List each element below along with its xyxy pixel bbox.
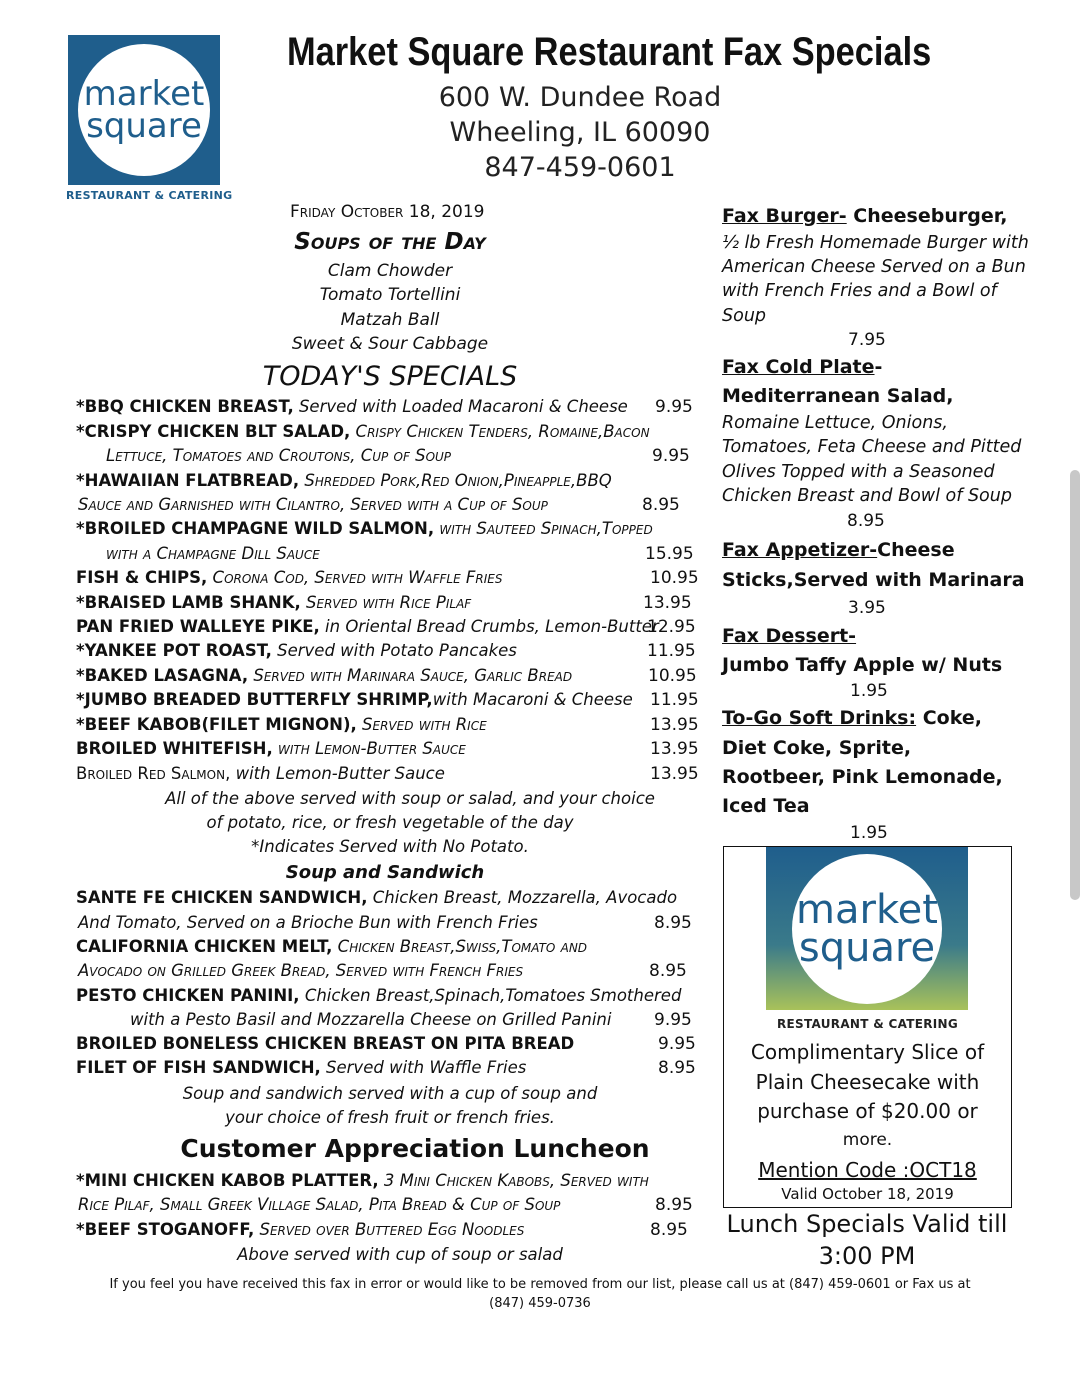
- luncheon-note: Above served with cup of soup or salad: [237, 1245, 563, 1264]
- menu-item-price: 9.95: [652, 446, 690, 466]
- menu-item-desc: with Sauteed Spinach,Topped: [434, 519, 653, 538]
- lunch-valid-line2: 3:00 PM: [818, 1242, 916, 1270]
- soup-item: Sweet & Sour Cabbage: [291, 334, 489, 354]
- menu-item: [76, 568, 503, 587]
- fax-cold-desc: Romaine Lettuce, Onions,: [722, 413, 948, 433]
- fax-cold-title: Fax Cold Plate: [722, 356, 875, 378]
- menu-item-desc-cont: with a Champagne Dill Sauce: [106, 544, 320, 563]
- soup-item: Clam Chowder: [327, 261, 453, 281]
- menu-item: [76, 1171, 649, 1190]
- promo-box: [723, 846, 1012, 1208]
- menu-item-desc: with Macaroni & Cheese: [432, 690, 633, 709]
- promo-code: Mention Code :OCT18: [758, 1158, 977, 1182]
- fax-cold-plate: [722, 356, 882, 378]
- menu-item-name: FILET OF FISH SANDWICH,: [76, 1058, 321, 1077]
- fax-burger-desc: Soup: [722, 306, 767, 326]
- promo-text: Complimentary Slice of: [750, 1040, 985, 1064]
- menu-date: Friday October 18, 2019: [290, 202, 485, 222]
- promo-logo: [766, 847, 968, 1010]
- menu-item-desc: Served over Buttered Egg Noodles: [254, 1220, 525, 1239]
- menu-item-price: 11.95: [647, 641, 696, 661]
- fax-burger: [722, 205, 1008, 227]
- fax-burger-price: 7.95: [848, 330, 886, 350]
- menu-item-desc: with Lemon-Butter Sauce: [230, 764, 445, 783]
- menu-item: [76, 690, 633, 709]
- menu-item-desc-cont: Avocado on Grilled Greek Bread, Served with French Fries: [78, 961, 524, 980]
- fax-burger-desc: with French Fries and a Bowl of: [722, 281, 997, 301]
- fax-burger-name: Cheeseburger,: [846, 205, 1008, 227]
- menu-item-name: *BEEF STOGANOFF,: [76, 1220, 255, 1239]
- menu-item-name: *MINI CHICKEN KABOB PLATTER,: [76, 1171, 379, 1190]
- menu-item: [76, 739, 466, 758]
- menu-item-desc: in Oriental Bread Crumbs, Lemon-Butter: [319, 617, 659, 636]
- logo: [68, 35, 220, 185]
- promo-logo-tagline: RESTAURANT & CATERING: [776, 1017, 958, 1031]
- fax-appetizer-price: 3.95: [848, 598, 886, 618]
- menu-item-name: PESTO CHICKEN PANINI,: [76, 986, 300, 1005]
- promo-text: Plain Cheesecake with: [755, 1070, 980, 1094]
- fax-dessert-price: 1.95: [850, 681, 888, 701]
- menu-item-name: PAN FRIED WALLEYE PIKE,: [76, 617, 320, 636]
- menu-item-price: 9.95: [655, 397, 693, 417]
- fax-appetizer-name: Cheese: [877, 539, 955, 561]
- menu-item-desc: Served with Rice: [356, 715, 487, 734]
- menu-item: [76, 888, 677, 907]
- fax-cold-desc: Tomatoes, Feta Cheese and Pitted: [722, 437, 1022, 457]
- scrollbar[interactable]: [1070, 470, 1080, 900]
- menu-item-desc-cont: with a Pesto Basil and Mozzarella Cheese on Grilled Panini: [130, 1010, 612, 1029]
- menu-item-name: CALIFORNIA CHICKEN MELT,: [76, 937, 333, 956]
- sandwich-note: your choice of fresh fruit or french fries.: [225, 1108, 555, 1127]
- menu-item-price: 13.95: [650, 764, 699, 784]
- logo-text-market: market: [83, 73, 205, 114]
- address-line1: 600 W. Dundee Road: [438, 82, 722, 113]
- specials-note: of potato, rice, or fresh vegetable of the day: [206, 813, 574, 832]
- fax-burger-title: Fax Burger-: [722, 205, 847, 227]
- menu-item-desc: Served with Loaded Macaroni & Cheese: [293, 397, 628, 416]
- promo-logo-circle: [792, 854, 942, 1004]
- menu-item-name: BROILED BONELESS CHICKEN BREAST ON PITA BREAD: [76, 1034, 575, 1053]
- menu-item-price: 13.95: [643, 593, 692, 613]
- soup-item: Tomato Tortellini: [319, 285, 461, 305]
- menu-item-desc-cont: Lettuce, Tomatoes and Croutons, Cup of Soup: [106, 446, 452, 465]
- promo-valid: Valid October 18, 2019: [781, 1185, 954, 1203]
- menu-item-price: 10.95: [648, 666, 697, 686]
- menu-item-name: BROILED WHITEFISH,: [76, 739, 273, 758]
- fax-appetizer: [722, 539, 955, 561]
- menu-item: [76, 641, 517, 660]
- fax-burger-desc: ½ lb Fresh Homemade Burger with: [722, 233, 1029, 253]
- drinks-line: Diet Coke, Sprite,: [722, 737, 912, 759]
- menu-item-desc: Chicken Breast,Spinach,Tomatoes Smothered: [299, 986, 682, 1005]
- sandwich-note: Soup and sandwich served with a cup of soup and: [182, 1084, 598, 1103]
- menu-item: [76, 1220, 524, 1239]
- menu-item-desc: Chicken Breast,Swiss,Tomato and: [332, 937, 588, 956]
- menu-item-price: 8.95: [650, 1220, 688, 1240]
- fax-cold-price: 8.95: [847, 511, 885, 531]
- sandwich-heading: Soup and Sandwich: [285, 862, 485, 883]
- specials-heading: TODAY'S SPECIALS: [262, 361, 518, 392]
- menu-item-name: *BRAISED LAMB SHANK,: [76, 593, 301, 612]
- menu-item-desc: Served with Marinara Sauce, Garlic Bread: [248, 666, 573, 685]
- menu-item: [76, 715, 487, 734]
- menu-item: [76, 986, 681, 1005]
- menu-item-desc: Shredded Pork,Red Onion,Pineapple,BBQ: [299, 471, 612, 490]
- menu-item-price: 10.95: [650, 568, 699, 588]
- menu-item-price: 9.95: [658, 1034, 696, 1054]
- menu-item-name: SANTE FE CHICKEN SANDWICH,: [76, 888, 368, 907]
- address-line2: Wheeling, IL 60090: [449, 117, 711, 148]
- menu-item-price: 13.95: [650, 739, 699, 759]
- menu-item-desc: Corona Cod, Served with Waffle Fries: [207, 568, 503, 587]
- menu-item: [76, 397, 628, 416]
- promo-logo-square: square: [798, 924, 936, 971]
- drinks-line1: Coke,: [916, 707, 982, 729]
- phone-number: 847-459-0601: [484, 152, 676, 183]
- fax-cold-desc: Olives Topped with a Seasoned: [722, 462, 995, 482]
- drinks-price: 1.95: [850, 823, 888, 843]
- menu-item-name: *BROILED CHAMPAGNE WILD SALMON,: [76, 519, 435, 538]
- soup-item: Matzah Ball: [340, 310, 440, 330]
- drinks-line: Rootbeer, Pink Lemonade,: [722, 766, 1003, 788]
- menu-item-price: 12.95: [647, 617, 696, 637]
- menu-item-price: 8.95: [649, 961, 687, 981]
- menu-item: [76, 1058, 526, 1077]
- menu-item: [76, 593, 471, 612]
- menu-item-desc: Crispy Chicken Tenders, Romaine,Bacon: [350, 422, 650, 441]
- menu-item-desc-cont: Sauce and Garnished with Cilantro, Served with a Cup of Soup: [78, 495, 548, 514]
- menu-item-price: 8.95: [642, 495, 680, 515]
- drinks-title: To-Go Soft Drinks:: [722, 707, 917, 729]
- menu-item-price: 15.95: [645, 544, 694, 564]
- menu-item-desc: Served with Rice Pilaf: [300, 593, 472, 612]
- menu-item-price: 8.95: [654, 913, 692, 933]
- logo-circle: [78, 44, 210, 176]
- lunch-valid-line1: Lunch Specials Valid till: [726, 1210, 1008, 1238]
- menu-item: [76, 422, 650, 441]
- menu-item-desc: 3 Mini Chicken Kabobs, Served with: [378, 1171, 649, 1190]
- menu-item-name: *BAKED LASAGNA,: [76, 666, 249, 685]
- fax-appetizer-desc: Sticks,Served with Marinara: [722, 569, 1025, 591]
- menu-item-price: 13.95: [650, 715, 699, 735]
- menu-item-price: 11.95: [650, 690, 699, 710]
- fax-cold-name: Mediterranean Salad,: [722, 385, 954, 407]
- menu-item-desc-cont: And Tomato, Served on a Brioche Bun with French Fries: [78, 913, 538, 932]
- logo-text-square: square: [86, 106, 202, 146]
- promo-logo-market: market: [796, 886, 938, 933]
- menu-item-name: *BBQ CHICKEN BREAST,: [76, 397, 294, 416]
- menu-item: [76, 937, 587, 956]
- menu-item: [76, 617, 659, 636]
- specials-note: *Indicates Served with No Potato.: [251, 837, 529, 856]
- menu-item: [76, 666, 572, 685]
- menu-item-desc-cont: Rice Pilaf, Small Greek Village Salad, Pita Bread & Cup of Soup: [78, 1195, 561, 1214]
- specials-note: All of the above served with soup or salad, and your choice: [165, 789, 655, 808]
- menu-item-desc: Served with Waffle Fries: [320, 1058, 527, 1077]
- menu-item: [76, 519, 653, 538]
- fax-cold-desc: Chicken Breast and Bowl of Soup: [722, 486, 1012, 506]
- fax-appetizer-title: Fax Appetizer-: [722, 539, 878, 561]
- menu-item-name: *YANKEE POT ROAST,: [76, 641, 272, 660]
- menu-item-price: 9.95: [654, 1010, 692, 1030]
- footer-fax-number: (847) 459-0736: [489, 1296, 591, 1311]
- menu-item-price: 8.95: [658, 1058, 696, 1078]
- menu-item-name: Broiled Red Salmon,: [76, 764, 231, 783]
- menu-item-desc: Served with Potato Pancakes: [271, 641, 517, 660]
- page-title: Market Square Restaurant Fax Specials: [287, 30, 932, 74]
- fax-cold-dash: -: [874, 356, 883, 378]
- menu-item-name: *BEEF KABOB(FILET MIGNON),: [76, 715, 357, 734]
- promo-text: purchase of $20.00 or: [757, 1099, 978, 1123]
- menu-item-name: *HAWAIIAN FLATBREAD,: [76, 471, 300, 490]
- fax-dessert-title: Fax Dessert-: [722, 625, 857, 647]
- to-go-drinks: [722, 707, 982, 729]
- menu-item-name: *JUMBO BREADED BUTTERFLY SHRIMP,: [76, 690, 433, 709]
- menu-item: [76, 764, 445, 783]
- logo-tagline: RESTAURANT & CATERING: [66, 189, 233, 202]
- fax-burger-desc: American Cheese Served on a Bun: [722, 257, 1026, 277]
- promo-text: more.: [842, 1130, 893, 1150]
- menu-item: [76, 471, 612, 490]
- menu-item-name: FISH & CHIPS,: [76, 568, 208, 587]
- menu-item-name: *CRISPY CHICKEN BLT SALAD,: [76, 422, 351, 441]
- drinks-line: Iced Tea: [722, 795, 810, 817]
- menu-item-desc: with Lemon-Butter Sauce: [272, 739, 466, 758]
- menu-item-price: 8.95: [655, 1195, 693, 1215]
- footer-disclaimer: If you feel you have received this fax in error or would like to be removed from our list, please call us at (847) 459-0601 or Fax us at: [109, 1277, 971, 1292]
- fax-dessert-name: Jumbo Taffy Apple w/ Nuts: [722, 654, 1003, 676]
- menu-item-desc: Chicken Breast, Mozzarella, Avocado: [367, 888, 678, 907]
- luncheon-heading: Customer Appreciation Luncheon: [180, 1134, 650, 1163]
- soups-heading: Soups of the Day: [294, 229, 486, 255]
